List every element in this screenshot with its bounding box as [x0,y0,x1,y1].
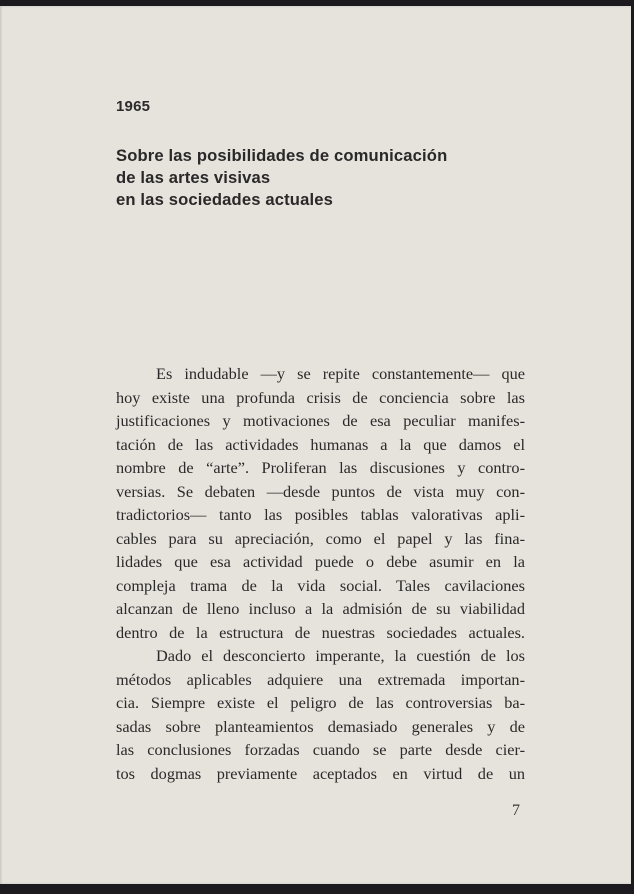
text-line: compleja trama de la vida social. Tales cavilaciones [116,575,525,595]
paragraph-2 [116,644,525,785]
chapter-year: 1965 [116,98,151,115]
body-text [116,362,525,785]
text-line: justificaciones y motivaciones de esa peculiar manifes- [116,411,525,430]
text-line: versias. Se debaten —desde puntos de vista muy con- [116,481,525,501]
text-line: hoy existe una profunda crisis de conciencia sobre las [116,387,525,407]
text-line: tradictorios— tanto las posibles tablas valorativas apli- [116,505,525,524]
text-line: dentro de la estructura de nuestras sociedades actuales. [116,622,525,642]
text-line: sadas sobre planteamientos demasiado generales y de [116,716,525,736]
text-line: Dado el desconcierto imperante, la cuestión de los [156,646,525,665]
text-line: métodos aplicables adquiere una extremada importan- [116,669,525,689]
text-line: las conclusiones forzadas cuando se parte desde cier- [116,740,525,759]
text-line: tos dogmas previamente aceptados en virtud de un [116,763,525,783]
text-line: Es indudable —y se repite constantemente— que [156,364,525,383]
page-number: 7 [512,802,520,819]
text-line: alcanzan de lleno incluso a la admisión de su viabilidad [116,599,525,618]
title-line: de las artes visivas [116,168,271,187]
text-line: nombre de “arte”. Proliferan las discusiones y contro- [116,458,525,477]
paragraph-1 [116,362,525,644]
title-line: Sobre las posibilidades de comunicación [116,146,448,165]
title-line: en las sociedades actuales [116,190,333,209]
text-line: tación de las actividades humanas a la que damos el [116,434,525,454]
text-line: lidades que esa actividad puede o debe asumir en la [116,552,525,571]
book-page [0,6,631,884]
text-line: cables para su apreciación, como el papel y las fina- [116,528,525,548]
text-line: cia. Siempre existe el peligro de las controversias ba- [116,693,525,712]
chapter-title [116,145,536,211]
